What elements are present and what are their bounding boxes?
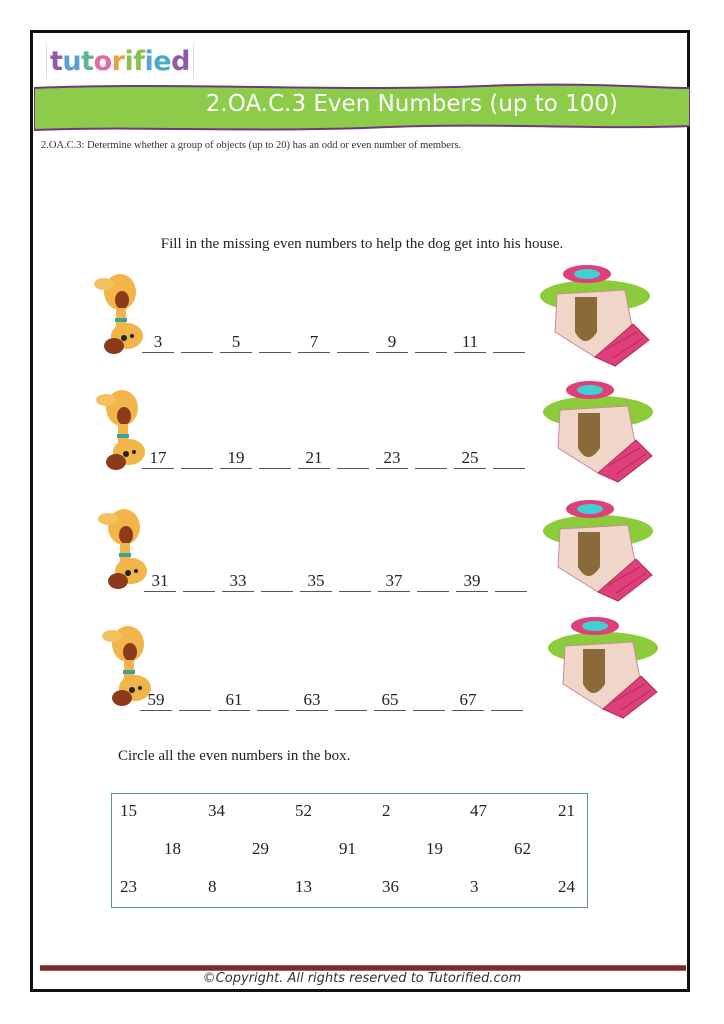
- grid-number[interactable]: 15: [120, 801, 137, 820]
- logo-letter: i: [124, 45, 134, 77]
- dog-house-image: [528, 378, 653, 483]
- answer-blank[interactable]: [493, 448, 525, 469]
- answer-blank[interactable]: [181, 332, 213, 353]
- grid-number[interactable]: 52: [295, 801, 312, 820]
- answer-blank[interactable]: [495, 571, 527, 592]
- tutorified-logo: [46, 44, 194, 78]
- answer-blank[interactable]: [261, 571, 293, 592]
- sequence-number: 5: [220, 332, 252, 353]
- answer-blank[interactable]: [259, 448, 291, 469]
- copyright-text: ©Copyright. All rights reserved to Tutorified.com: [202, 971, 522, 986]
- section1-instruction: Fill in the missing even numbers to help the dog get into his house.: [160, 236, 564, 252]
- logo-letter: t: [81, 45, 94, 77]
- sequence-number: 63: [296, 690, 328, 711]
- answer-blank[interactable]: [493, 332, 525, 353]
- logo-letter: t: [50, 45, 63, 77]
- sequence-number: 31: [144, 571, 176, 592]
- answer-blank[interactable]: [183, 571, 215, 592]
- standard-description: 2.OA.C.3: Determine whether a group of objects (up to 20) has an odd or even number of members.: [41, 140, 462, 151]
- number-box: [111, 793, 588, 908]
- grid-number[interactable]: 34: [208, 801, 225, 820]
- grid-number[interactable]: 2: [382, 801, 391, 820]
- grid-number[interactable]: 47: [470, 801, 487, 820]
- sequence-number: 9: [376, 332, 408, 353]
- grid-number[interactable]: 23: [120, 877, 137, 896]
- sequence-number: 65: [374, 690, 406, 711]
- logo-letter: u: [62, 45, 82, 77]
- sequence-number: 21: [298, 448, 330, 469]
- title-banner: [34, 82, 690, 132]
- answer-blank[interactable]: [259, 332, 291, 353]
- dog-house-image: [533, 614, 658, 719]
- sequence-number: 23: [376, 448, 408, 469]
- dog-house-image: [525, 262, 650, 367]
- answer-blank[interactable]: [491, 690, 523, 711]
- grid-number[interactable]: 19: [426, 839, 443, 858]
- sequence-number: 19: [220, 448, 252, 469]
- sequence-number: 25: [454, 448, 486, 469]
- answer-blank[interactable]: [337, 448, 369, 469]
- grid-number[interactable]: 8: [208, 877, 217, 896]
- sequence-number: 17: [142, 448, 174, 469]
- logo-letter: r: [111, 45, 125, 77]
- logo-letter: i: [144, 45, 154, 77]
- section2-instruction: Circle all the even numbers in the box.: [118, 748, 351, 764]
- answer-blank[interactable]: [339, 571, 371, 592]
- grid-number[interactable]: 21: [558, 801, 575, 820]
- grid-number[interactable]: 62: [514, 839, 531, 858]
- logo-letter: e: [153, 45, 172, 77]
- sequence-number: 33: [222, 571, 254, 592]
- grid-number[interactable]: 18: [164, 839, 181, 858]
- sequence-number: 37: [378, 571, 410, 592]
- sequence-number: 35: [300, 571, 332, 592]
- grid-number[interactable]: 13: [295, 877, 312, 896]
- grid-number[interactable]: 91: [339, 839, 356, 858]
- answer-blank[interactable]: [417, 571, 449, 592]
- answer-blank[interactable]: [335, 690, 367, 711]
- dog-house-image: [528, 497, 653, 602]
- sequence-number: 39: [456, 571, 488, 592]
- sequence-number: 67: [452, 690, 484, 711]
- grid-number[interactable]: 29: [252, 839, 269, 858]
- number-sequence: [142, 332, 532, 353]
- number-sequence: [140, 690, 530, 711]
- answer-blank[interactable]: [181, 448, 213, 469]
- answer-blank[interactable]: [413, 690, 445, 711]
- page-title: 2.OA.C.3 Even Numbers (up to 100): [205, 91, 618, 117]
- logo-letter: f: [133, 45, 145, 77]
- sequence-number: 7: [298, 332, 330, 353]
- logo-letter: d: [171, 45, 190, 77]
- sequence-number: 59: [140, 690, 172, 711]
- number-sequence: [144, 571, 534, 592]
- grid-number[interactable]: 3: [470, 877, 479, 896]
- answer-blank[interactable]: [257, 690, 289, 711]
- answer-blank[interactable]: [179, 690, 211, 711]
- answer-blank[interactable]: [415, 448, 447, 469]
- sequence-number: 3: [142, 332, 174, 353]
- grid-number[interactable]: 24: [558, 877, 575, 896]
- sequence-number: 11: [454, 332, 486, 353]
- sequence-number: 61: [218, 690, 250, 711]
- answer-blank[interactable]: [337, 332, 369, 353]
- answer-blank[interactable]: [415, 332, 447, 353]
- grid-number[interactable]: 36: [382, 877, 399, 896]
- number-sequence: [142, 448, 532, 469]
- logo-letter: o: [93, 45, 112, 77]
